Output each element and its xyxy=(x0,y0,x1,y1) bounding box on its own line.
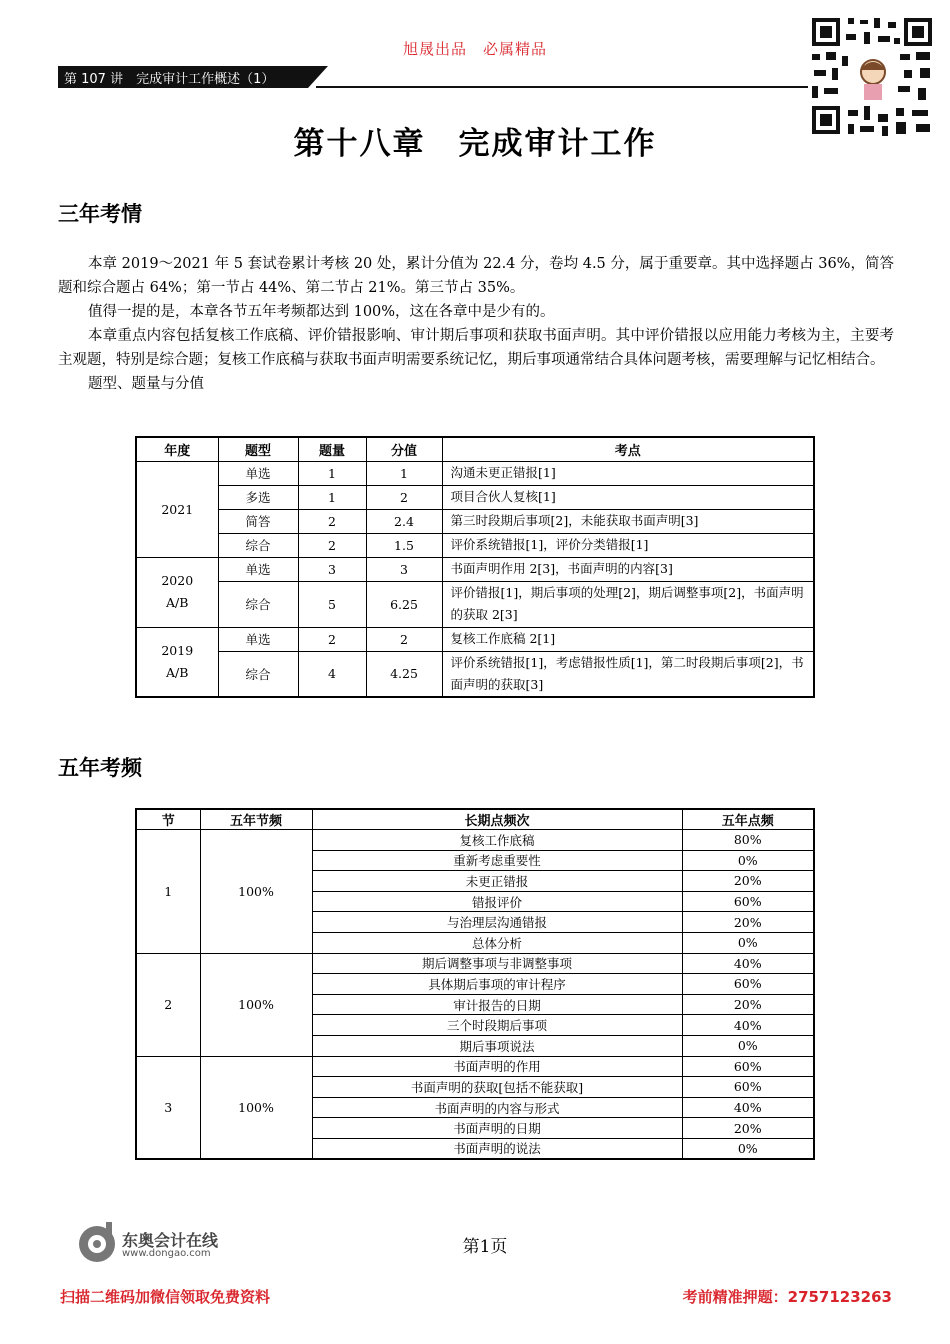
topic-frequency-cell: 0% xyxy=(682,850,814,871)
cell: 2 xyxy=(366,485,442,509)
cell: 5 xyxy=(298,581,366,627)
col-header: 题型 xyxy=(218,437,298,461)
cell: 2.4 xyxy=(366,509,442,533)
topic-frequency-cell: 40% xyxy=(682,1015,814,1036)
topic-frequency-cell: 40% xyxy=(682,1097,814,1118)
table-row xyxy=(136,461,814,485)
cell: 单选 xyxy=(218,557,298,581)
topic-cell: 书面声明的说法 xyxy=(312,1138,682,1159)
section-number-cell: 3 xyxy=(136,1056,200,1159)
col-header: 长期点频次 xyxy=(312,809,682,830)
topic-cell: 未更正错报 xyxy=(312,871,682,892)
cell: 3 xyxy=(366,557,442,581)
cell: 2 xyxy=(298,627,366,651)
cell: 评价系统错报[1]，考虑错报性质[1]，第二时段期后事项[2]，书面声明的获取[3] xyxy=(442,651,814,697)
cell: 综合 xyxy=(218,651,298,697)
cell: 2 xyxy=(366,627,442,651)
section-frequency-cell: 100% xyxy=(200,953,312,1056)
topic-frequency-cell: 60% xyxy=(682,974,814,995)
cell: 沟通未更正错报[1] xyxy=(442,461,814,485)
col-header: 分值 xyxy=(366,437,442,461)
intro-text xyxy=(58,252,894,396)
cell: 3 xyxy=(298,557,366,581)
section-frequency-cell: 100% xyxy=(200,1056,312,1159)
section-heading-five-year: 五年考频 xyxy=(58,756,142,780)
topic-frequency-cell: 0% xyxy=(682,1138,814,1159)
topic-cell: 与治理层沟通错报 xyxy=(312,912,682,933)
cell: 2 xyxy=(298,509,366,533)
section-heading-three-year: 三年考情 xyxy=(58,202,142,226)
section-frequency-cell: 100% xyxy=(200,830,312,954)
topic-cell: 三个时段期后事项 xyxy=(312,1015,682,1036)
cell: 简答 xyxy=(218,509,298,533)
paragraph: 值得一提的是，本章各节五年考频都达到 100%，这在各章中是少有的。 xyxy=(88,304,555,320)
topic-cell: 复核工作底稿 xyxy=(312,830,682,851)
page-title: 第十八章 完成审计工作 xyxy=(293,126,657,162)
paragraph: 本章重点内容包括复核工作底稿、评价错报影响、审计期后事项和获取书面声明。其中评价错报以应用能力考核为主，主要考主观题，特别是综合题；复核工作底稿与获取书面声明需要系统记忆，期后事项通常结合具体问题考核，需要理解与记忆相结合。 xyxy=(58,328,894,368)
topic-cell: 具体期后事项的审计程序 xyxy=(312,974,682,995)
cell: 4.25 xyxy=(366,651,442,697)
section-number-cell: 2 xyxy=(136,953,200,1056)
paragraph: 本章 2019～2021 年 5 套试卷累计考核 20 处，累计分值为 22.4 分，卷均 4.5 分，属于重要章。其中选择题占 36%，简答题和综合题占 64%；第一节占 44%、第二节占 21%。第三节占 35%。 xyxy=(58,256,894,296)
cell: 评价错报[1]，期后事项的处理[2]，期后调整事项[2]，书面声明的获取 2[3] xyxy=(442,581,814,627)
lesson-header-bar xyxy=(58,66,808,88)
cell: 2 xyxy=(298,533,366,557)
year-cell: 2019 A/B xyxy=(136,627,218,697)
col-header: 五年节频 xyxy=(200,809,312,830)
cell: 综合 xyxy=(218,533,298,557)
cell: 1 xyxy=(366,461,442,485)
table-row xyxy=(136,651,814,697)
topic-frequency-cell: 60% xyxy=(682,1056,814,1077)
table-row xyxy=(136,627,814,651)
cell: 书面声明作用 2[3]，书面声明的内容[3] xyxy=(442,557,814,581)
cell: 1 xyxy=(298,485,366,509)
topic-cell: 书面声明的日期 xyxy=(312,1118,682,1139)
table-row xyxy=(136,830,814,851)
top-banner: 旭晟出品 必属精品 xyxy=(402,40,547,58)
cell: 1 xyxy=(298,461,366,485)
year-cell: 2021 xyxy=(136,461,218,557)
table-row xyxy=(136,509,814,533)
topic-frequency-cell: 20% xyxy=(682,994,814,1015)
section-number-cell: 1 xyxy=(136,830,200,954)
topic-frequency-cell: 0% xyxy=(682,932,814,953)
topic-frequency-cell: 20% xyxy=(682,912,814,933)
cell: 综合 xyxy=(218,581,298,627)
cell: 单选 xyxy=(218,627,298,651)
paragraph: 题型、题量与分值 xyxy=(88,376,204,392)
cell: 单选 xyxy=(218,461,298,485)
footer-left-note: 扫描二维码加微信领取免费资料 xyxy=(60,1288,271,1306)
topic-frequency-cell: 60% xyxy=(682,891,814,912)
topic-cell: 审计报告的日期 xyxy=(312,994,682,1015)
topic-cell: 书面声明的作用 xyxy=(312,1056,682,1077)
col-header: 题量 xyxy=(298,437,366,461)
cell: 6.25 xyxy=(366,581,442,627)
col-header: 节 xyxy=(136,809,200,830)
topic-cell: 期后事项说法 xyxy=(312,1035,682,1056)
frequency-table xyxy=(135,808,815,1160)
col-header: 年度 xyxy=(136,437,218,461)
cell: 第三时段期后事项[2]，未能获取书面声明[3] xyxy=(442,509,814,533)
table-row xyxy=(136,485,814,509)
topic-cell: 书面声明的获取[包括不能获取] xyxy=(312,1077,682,1098)
table-row xyxy=(136,1056,814,1077)
topic-cell: 总体分析 xyxy=(312,932,682,953)
footer-right-note: 考前精准押题：2757123263 xyxy=(682,1288,892,1306)
table-row xyxy=(136,581,814,627)
topic-cell: 重新考虑重要性 xyxy=(312,850,682,871)
topic-frequency-cell: 20% xyxy=(682,871,814,892)
exam-table xyxy=(135,436,815,698)
topic-cell: 错报评价 xyxy=(312,891,682,912)
table-row xyxy=(136,557,814,581)
table-row xyxy=(136,533,814,557)
col-header: 考点 xyxy=(442,437,814,461)
cell: 1.5 xyxy=(366,533,442,557)
cell: 评价系统错报[1]，评价分类错报[1] xyxy=(442,533,814,557)
cell: 项目合伙人复核[1] xyxy=(442,485,814,509)
topic-cell: 期后调整事项与非调整事项 xyxy=(312,953,682,974)
logo-text: 东奥会计在线 xyxy=(122,1231,219,1250)
topic-cell: 书面声明的内容与形式 xyxy=(312,1097,682,1118)
col-header: 五年点频 xyxy=(682,809,814,830)
topic-frequency-cell: 60% xyxy=(682,1077,814,1098)
lesson-label: 第 107 讲 完成审计工作概述（1） xyxy=(64,72,275,87)
topic-frequency-cell: 20% xyxy=(682,1118,814,1139)
table-row xyxy=(136,953,814,974)
cell: 多选 xyxy=(218,485,298,509)
cell: 复核工作底稿 2[1] xyxy=(442,627,814,651)
year-cell: 2020 A/B xyxy=(136,557,218,627)
topic-frequency-cell: 80% xyxy=(682,830,814,851)
cell: 4 xyxy=(298,651,366,697)
topic-frequency-cell: 0% xyxy=(682,1035,814,1056)
page-number: 第1页 xyxy=(462,1237,508,1257)
logo-url: www.dongao.com xyxy=(122,1248,211,1259)
topic-frequency-cell: 40% xyxy=(682,953,814,974)
